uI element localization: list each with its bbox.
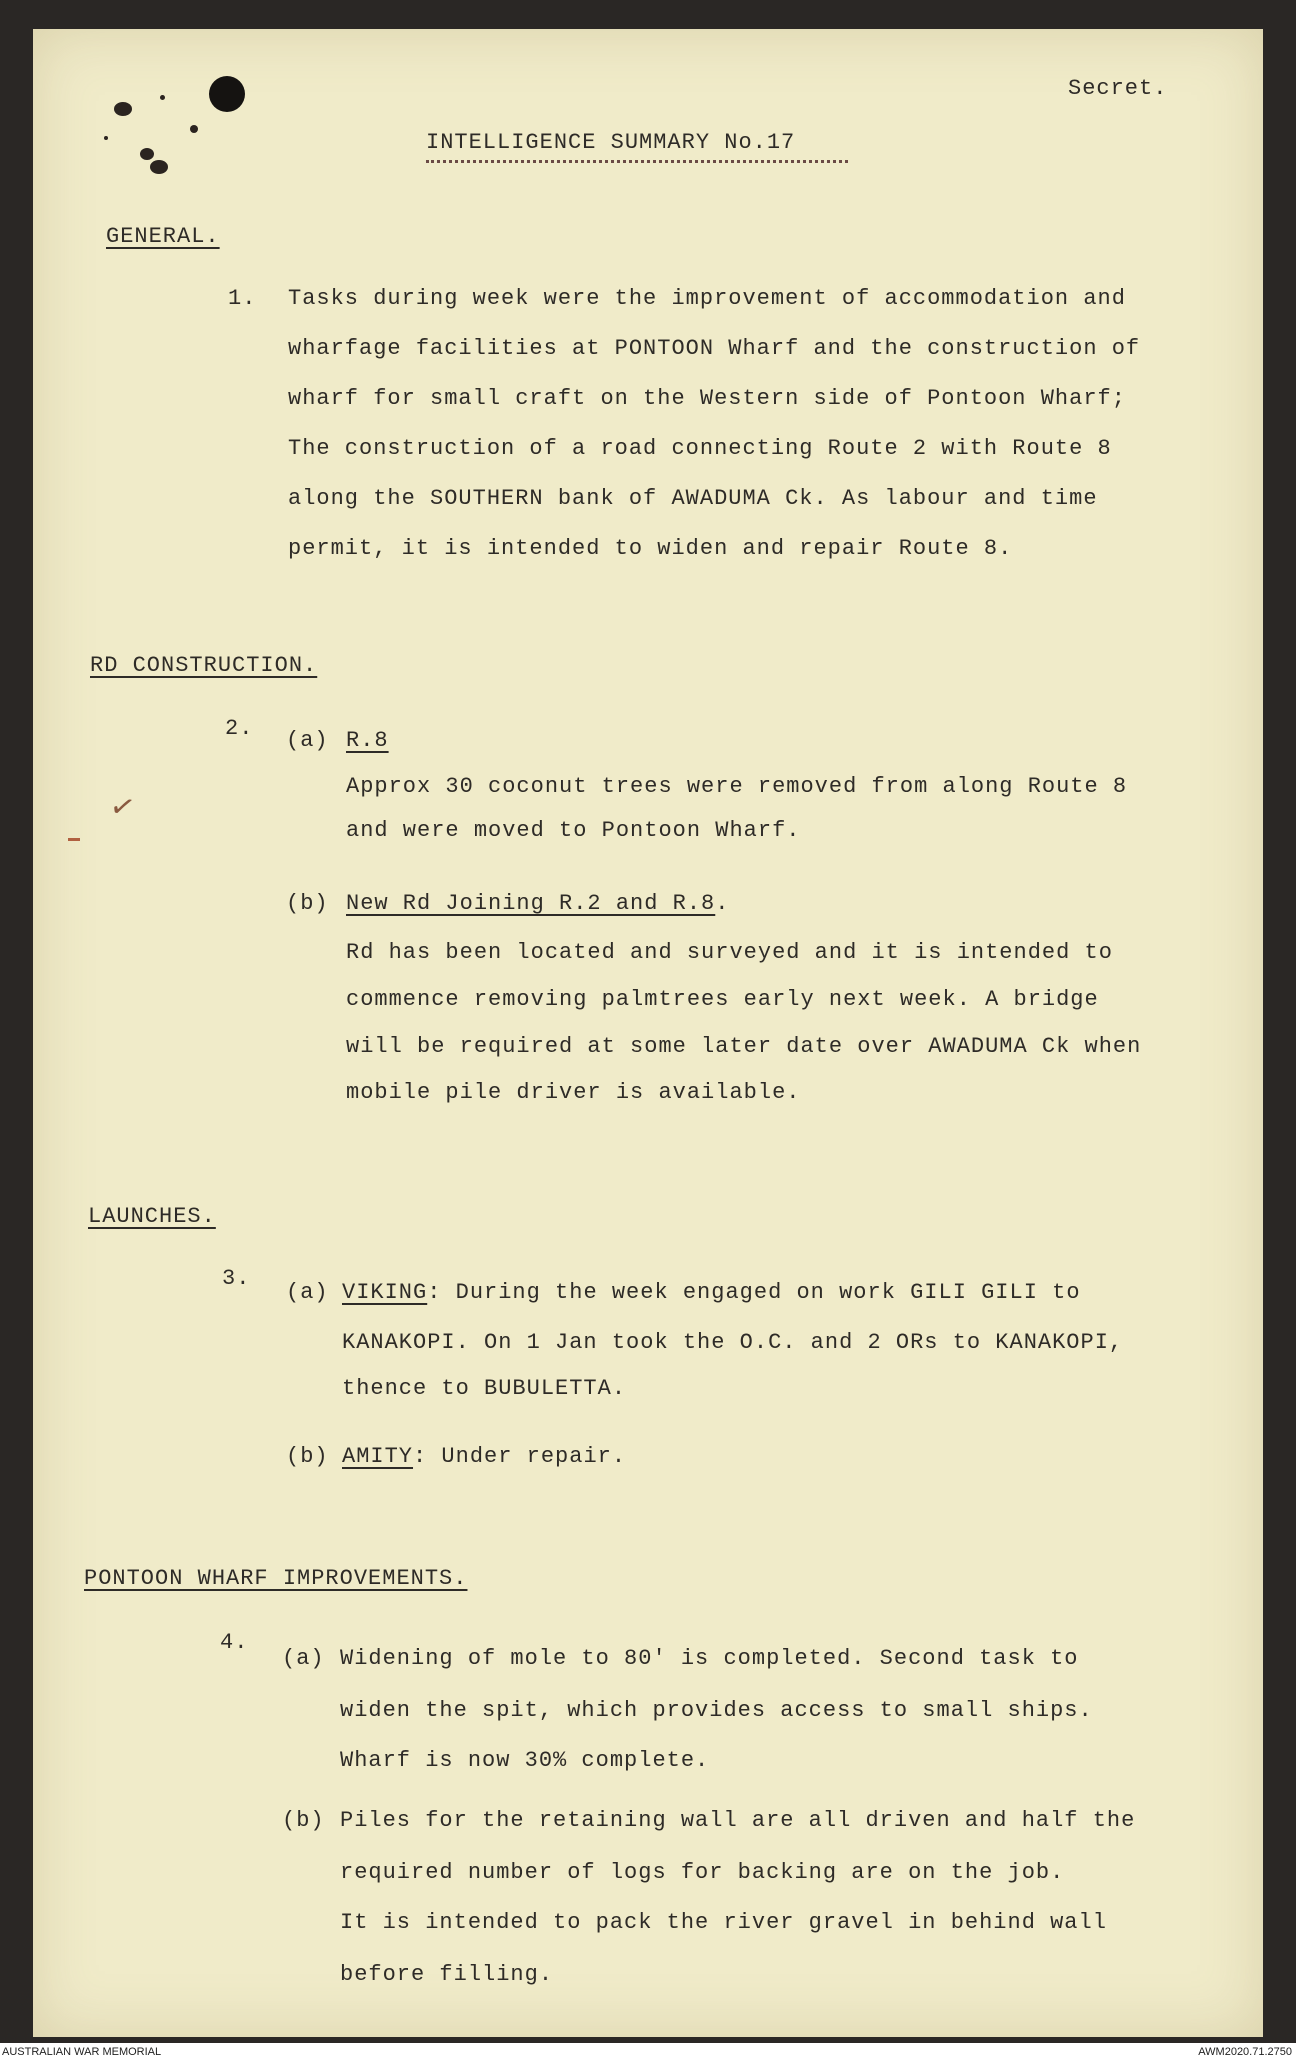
footer-source: AUSTRALIAN WAR MEMORIAL	[2, 2046, 162, 2058]
text-line: KANAKOPI. On 1 Jan took the O.C. and 2 ORs to KANAKOPI,	[342, 1330, 1124, 1355]
burn-mark	[160, 95, 165, 100]
title-rule	[426, 160, 848, 163]
text-line: Rd has been located and surveyed and it is intended to	[346, 940, 1113, 965]
burn-mark	[114, 102, 132, 116]
paragraph-number: 3.	[222, 1266, 251, 1291]
launch-line	[342, 1280, 1081, 1305]
punch-hole	[209, 76, 245, 112]
text-line: Piles for the retaining wall are all driven and half the	[340, 1808, 1136, 1833]
text-line: along the SOUTHERN bank of AWADUMA Ck. As labour and time	[288, 486, 1098, 511]
text-line: will be required at some later date over AWADUMA Ck when	[346, 1034, 1142, 1059]
subparagraph-title: New Rd Joining R.2 and R.8	[346, 891, 716, 916]
paragraph-number: 1.	[228, 286, 257, 311]
subparagraph-title-end: .	[715, 891, 730, 916]
section-heading-pontoon-wharf: PONTOON WHARF IMPROVEMENTS.	[84, 1566, 468, 1591]
subparagraph-title: R.8	[346, 728, 389, 753]
text-line: wharfage facilities at PONTOON Wharf and the construction of	[288, 336, 1141, 361]
subparagraph-title-line	[346, 891, 729, 916]
text-line: thence to BUBULETTA.	[342, 1376, 627, 1401]
text-line: commence removing palmtrees early next week. A bridge	[346, 987, 1099, 1012]
section-heading-launches: LAUNCHES.	[88, 1204, 216, 1229]
burn-mark	[104, 136, 108, 140]
subparagraph-label: (b)	[286, 1444, 329, 1469]
text-line: and were moved to Pontoon Wharf.	[346, 818, 801, 843]
launch-name: VIKING	[342, 1280, 428, 1305]
text-line: Widening of mole to 80' is completed. Second task to	[340, 1646, 1079, 1671]
paragraph-number: 4.	[220, 1630, 249, 1655]
tick-mark: ✓	[106, 787, 139, 828]
subparagraph-label: (b)	[286, 891, 329, 916]
text-line: mobile pile driver is available.	[346, 1080, 801, 1105]
section-heading-rd-construction: RD CONSTRUCTION.	[90, 653, 318, 678]
subparagraph-label: (b)	[282, 1808, 325, 1833]
text-line: before filling.	[340, 1962, 554, 1987]
text-line: Wharf is now 30% complete.	[340, 1748, 710, 1773]
burn-mark	[150, 160, 168, 174]
launch-line	[342, 1444, 626, 1469]
text-line: permit, it is intended to widen and repair Route 8.	[288, 536, 1013, 561]
launch-text: : Under repair.	[413, 1444, 627, 1469]
page-title: INTELLIGENCE SUMMARY No.17	[426, 130, 796, 155]
classification-label: Secret.	[1068, 76, 1168, 101]
footer-accession-number: AWM2020.71.2750	[1198, 2046, 1292, 2058]
text-line: wharf for small craft on the Western side of Pontoon Wharf;	[288, 386, 1126, 411]
text-line: The construction of a road connecting Route 2 with Route 8	[288, 436, 1112, 461]
text-line: It is intended to pack the river gravel in behind wall	[340, 1910, 1107, 1935]
burn-mark	[190, 125, 198, 133]
pencil-mark	[68, 838, 80, 841]
text-line: Tasks during week were the improvement of accommodation and	[288, 286, 1126, 311]
launch-text: : During the week engaged on work GILI GILI to	[427, 1280, 1081, 1305]
section-heading-general: GENERAL.	[106, 224, 220, 249]
paragraph-number: 2.	[225, 716, 254, 741]
document-paper	[33, 29, 1263, 2037]
subparagraph-label: (a)	[286, 1280, 329, 1305]
text-line: widen the spit, which provides access to small ships.	[340, 1698, 1093, 1723]
launch-name: AMITY	[342, 1444, 414, 1469]
subparagraph-label: (a)	[282, 1646, 325, 1671]
text-line: required number of logs for backing are on the job.	[340, 1860, 1065, 1885]
burn-mark	[140, 148, 154, 160]
text-line: Approx 30 coconut trees were removed from along Route 8	[346, 774, 1128, 799]
subparagraph-label: (a)	[286, 728, 329, 753]
